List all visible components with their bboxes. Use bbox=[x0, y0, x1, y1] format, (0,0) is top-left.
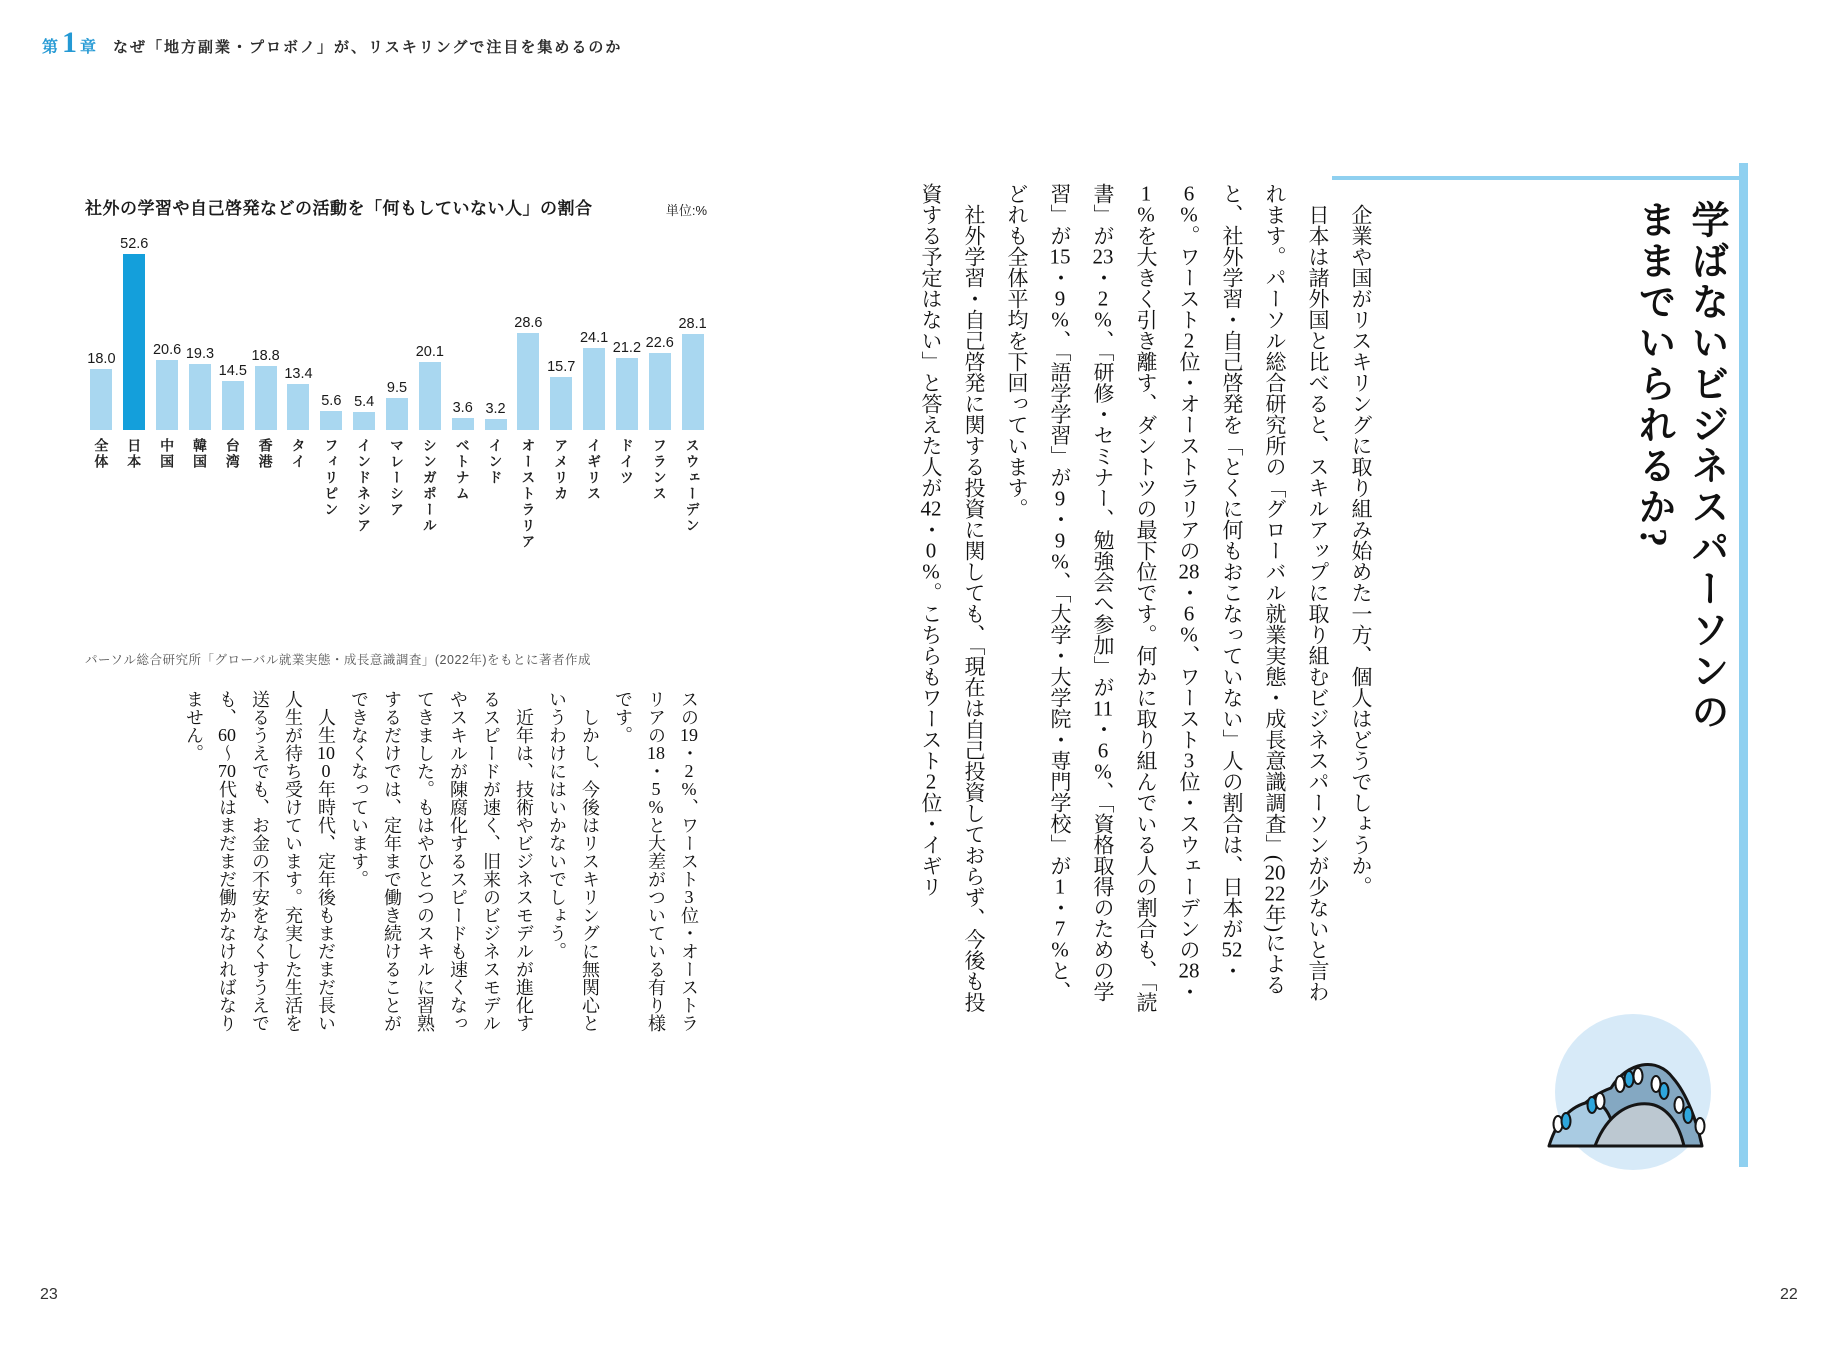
bar-group bbox=[151, 236, 184, 578]
illustration-container bbox=[1545, 1012, 1725, 1185]
chapter-number: 1 bbox=[62, 26, 78, 59]
body-paragraph: スの19・2%、ワースト3位・オーストラリアの18・5%と大差がついている有り様です。 bbox=[613, 690, 699, 1032]
bar-value-label: 5.4 bbox=[354, 394, 375, 410]
right-page-body bbox=[902, 183, 1382, 1021]
right-page-title bbox=[1626, 200, 1732, 820]
bar bbox=[419, 362, 441, 430]
bar-group bbox=[512, 236, 545, 578]
bar-value-label: 18.8 bbox=[251, 348, 280, 364]
chapter-suffix: 章 bbox=[80, 39, 98, 56]
bar-chart bbox=[85, 236, 709, 578]
bar-value-label: 52.6 bbox=[120, 236, 149, 252]
bar-category-label: フランス bbox=[651, 438, 668, 502]
bar-value-label: 5.6 bbox=[321, 393, 342, 409]
bar-group bbox=[611, 236, 644, 578]
page-number-right: 22 bbox=[1780, 1286, 1798, 1303]
bar-value-label: 14.5 bbox=[218, 363, 247, 379]
bar-category-label: 全体 bbox=[93, 438, 110, 470]
bar-group bbox=[85, 236, 118, 578]
bar-value-label: 28.6 bbox=[514, 315, 543, 331]
bar-group bbox=[381, 236, 414, 578]
bar-value-label: 21.2 bbox=[612, 340, 642, 356]
mountain-climbers-illustration bbox=[1545, 1012, 1725, 1180]
bar-value-label: 9.5 bbox=[386, 380, 408, 396]
bar bbox=[320, 411, 342, 430]
bar-category-label: アメリカ bbox=[553, 438, 570, 502]
bar-value-label: 13.4 bbox=[284, 366, 313, 382]
bar bbox=[353, 412, 375, 430]
left-page-body bbox=[85, 690, 705, 1032]
bar-value-label: 18.0 bbox=[87, 351, 116, 367]
bar-category-label: 韓国 bbox=[191, 438, 208, 470]
bar-category-label: フィリピン bbox=[323, 438, 340, 518]
chart-title-row bbox=[85, 194, 707, 219]
bar-value-label: 20.6 bbox=[152, 342, 182, 358]
bar-group bbox=[216, 236, 249, 578]
bar-group bbox=[578, 236, 611, 578]
bar-group bbox=[118, 236, 151, 578]
bar bbox=[583, 348, 605, 430]
bar bbox=[189, 364, 211, 430]
bar-group bbox=[249, 236, 282, 578]
bar-category-label: 台湾 bbox=[224, 438, 241, 470]
bar-highlight bbox=[123, 254, 145, 430]
bar-category-label: ベトナム bbox=[454, 438, 471, 502]
bar-group bbox=[676, 236, 709, 578]
bar-category-label: 日本 bbox=[126, 438, 143, 470]
bar bbox=[222, 381, 244, 430]
bar-category-label: シンガポール bbox=[421, 438, 438, 534]
bar-value-label: 3.2 bbox=[485, 401, 506, 417]
bar-category-label: ドイツ bbox=[618, 438, 635, 486]
page-title-line: ままでいられるか? bbox=[1632, 200, 1674, 550]
bar bbox=[386, 398, 408, 430]
bar-category-label: マレーシア bbox=[389, 438, 406, 518]
chapter-prefix: 第 bbox=[42, 39, 60, 56]
bar-group bbox=[446, 236, 479, 578]
bar-category-label: インド bbox=[487, 438, 504, 486]
bar-category-label: タイ bbox=[290, 438, 307, 470]
page-number-left: 23 bbox=[40, 1286, 58, 1303]
bar-value-label: 20.1 bbox=[415, 344, 444, 360]
bar-group bbox=[282, 236, 315, 578]
chart-source-note: パーソル総合研究所「グローバル就業実態・成長意識調査」(2022年)をもとに著者作成 bbox=[85, 653, 592, 667]
chart-title: 社外の学習や自己啓発などの活動を「何もしていない人」の割合 bbox=[85, 199, 593, 218]
bar-value-label: 15.7 bbox=[547, 359, 576, 375]
bar-group bbox=[315, 236, 348, 578]
bar-group bbox=[184, 236, 217, 578]
chart-unit-label: 単位:% bbox=[665, 203, 707, 218]
page-title-line: 学ばないビジネスパーソンの bbox=[1685, 200, 1727, 733]
bar-group bbox=[545, 236, 578, 578]
bar-category-label: 中国 bbox=[159, 438, 176, 470]
bar bbox=[616, 358, 638, 430]
title-accent-vertical-bar bbox=[1739, 163, 1748, 1167]
bar-category-label: イギリス bbox=[586, 438, 603, 502]
body-paragraph: 日本は諸外国と比べると、スキルアップに取り組むビジネスパーソンが少ないと言われます。パーソル総合研究所の「グローバル就業実態・成長意識調査」(2022年)によると、社外学習・自己啓発を「とくに何もおこなっていない」人の割合は、日本が52・6%。ワースト2位・オーストラリアの28・6%、ワースト3位・スウェーデンの28・1%を大きく引き離す、ダントツの最下位です。何かに取り組んでいる人の割合も、「読書」が23・2%、「研修・セミナー、勉強会へ参加」が11・6%、「資格取得のための学習」が15・9%、「語学学習」が9・9%、「大学・大学院・専門学校」が1・7%と、どれも全体平均を下回っています。 bbox=[1005, 183, 1330, 1013]
bar bbox=[485, 419, 507, 430]
bar-group bbox=[643, 236, 676, 578]
bar bbox=[517, 333, 539, 430]
bar-group bbox=[479, 236, 512, 578]
bar-category-label: インドネシア bbox=[356, 438, 373, 534]
bar-category-label: オーストラリア bbox=[520, 438, 537, 550]
bar bbox=[649, 353, 671, 430]
title-accent-horizontal-line bbox=[1332, 176, 1739, 180]
bar bbox=[90, 369, 112, 430]
bar-value-label: 22.6 bbox=[645, 335, 674, 351]
bar-category-label: 香港 bbox=[257, 438, 274, 470]
bar-group bbox=[413, 236, 446, 578]
bar-value-label: 28.1 bbox=[678, 316, 707, 332]
bar-category-label: スウェーデン bbox=[684, 438, 701, 534]
body-paragraph: 人生100年時代、定年後もまだまだ長い人生が待ち受けています。充実した生活を送るうえでも、お金の不安をなくすうえでも、60〜70代はまだまだ働かなければなりません。 bbox=[184, 690, 336, 1032]
body-paragraph: しかし、今後はリスキリングに無関心というわけにはいかないでしょう。 bbox=[547, 690, 600, 1032]
bar bbox=[287, 384, 309, 430]
body-paragraph: 企業や国がリスキリングに取り組み始めた一方、個人はどうでしょうか。 bbox=[1349, 204, 1373, 897]
body-paragraph: 近年は、技術やビジネスモデルが進化するスピードが速く、旧来のビジネスモデルやスキルが陳腐化するスピードも速くなってきました。もはやひとつのスキルに習熟するだけでは、定年まで働き続けることができなくなっています。 bbox=[349, 690, 534, 1032]
chapter-title: なぜ「地方副業・プロボノ」が、リスキリングで注目を集めるのか bbox=[113, 39, 623, 56]
body-paragraph: 社外学習・自己啓発に関する投資に関しても、「現在は自己投資しておらず、今後も投資する予定はない」と答えた人が42・0%。こちらもワースト2位・イギリ bbox=[919, 183, 986, 1013]
bar bbox=[156, 360, 178, 430]
bar bbox=[550, 377, 572, 430]
bar bbox=[682, 334, 704, 430]
bar-group bbox=[348, 236, 381, 578]
bar-value-label: 24.1 bbox=[579, 330, 609, 346]
bar-value-label: 19.3 bbox=[185, 346, 215, 362]
chapter-header bbox=[42, 28, 622, 58]
bar bbox=[255, 366, 277, 430]
bar bbox=[452, 418, 474, 430]
bar-value-label: 3.6 bbox=[452, 400, 473, 416]
